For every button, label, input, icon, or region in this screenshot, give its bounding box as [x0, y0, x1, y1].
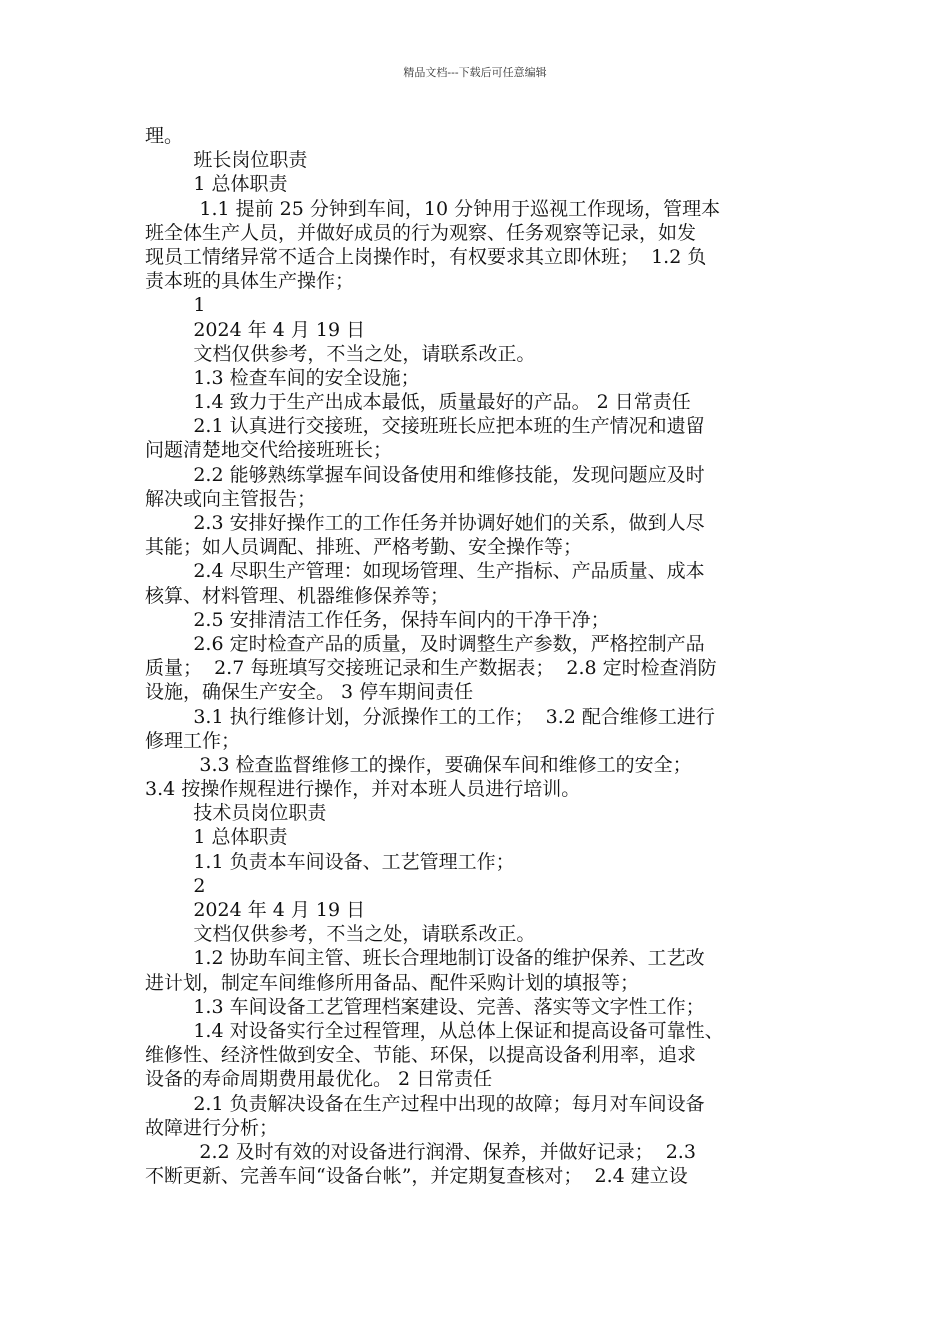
text-line: 问题清楚地交代给接班班长；	[145, 439, 393, 462]
text-line: 1.3 车间设备工艺管理档案建设、完善、落实等文字性工作；	[145, 995, 705, 1018]
text-line: 1 总体职责	[145, 826, 288, 849]
text-line: 1.4 致力于生产出成本最低，质量最好的产品。 2 日常责任	[145, 391, 691, 414]
text-line: 3.4 按操作规程进行操作，并对本班人员进行培训。	[145, 778, 581, 801]
text-line: 理。	[145, 125, 184, 147]
text-line: 设施，确保生产安全。 3 停车期间责任	[145, 681, 474, 704]
text-line: 核算、材料管理、机器维修保养等；	[145, 584, 450, 607]
text-line: 1	[145, 294, 206, 317]
page-header: 精品文档---下载后可任意编辑	[403, 66, 547, 79]
text-line: 故障进行分析；	[145, 1116, 279, 1139]
text-line: 2.1 认真进行交接班，交接班班长应把本班的生产情况和遗留	[145, 415, 705, 438]
text-line: 3.1 执行维修计划，分派操作工的工作； 3.2 配合维修工进行	[145, 705, 715, 728]
text-line: 1.4 对设备实行全过程管理，从总体上保证和提高设备可靠性、	[145, 1019, 724, 1042]
text-line: 文档仅供参考，不当之处，请联系改正。	[145, 342, 536, 365]
text-line: 其能；如人员调配、排班、严格考勤、安全操作等；	[145, 536, 583, 559]
text-line: 质量； 2.7 每班填写交接班记录和生产数据表； 2.8 定时检查消防	[145, 657, 717, 680]
text-line: 2.4 尽职生产管理：如现场管理、生产指标、产品质量、成本	[145, 560, 705, 583]
text-line: 责本班的具体生产操作；	[145, 270, 355, 293]
text-line: 解决或向主管报告；	[145, 487, 317, 510]
text-line: 2	[145, 874, 206, 897]
text-line: 文档仅供参考，不当之处，请联系改正。	[145, 923, 536, 946]
text-line: 2.2 及时有效的对设备进行润滑、保养，并做好记录； 2.3	[145, 1140, 696, 1163]
text-line: 设备的寿命周期费用最优化。 2 日常责任	[145, 1068, 493, 1091]
text-line: 现员工情绪异常不适合上岗操作时，有权要求其立即休班； 1.2 负	[145, 245, 707, 268]
document-body	[145, 124, 810, 1188]
text-line: 修理工作；	[145, 729, 241, 752]
text-line: 班长岗位职责	[145, 149, 308, 172]
text-line: 3.3 检查监督维修工的操作，要确保车间和维修工的安全；	[145, 753, 692, 776]
text-line: 1 总体职责	[145, 173, 288, 196]
text-line: 2.5 安排清洁工作任务，保持车间内的干净干净；	[145, 608, 610, 631]
text-line: 1.3 检查车间的安全设施；	[145, 366, 420, 389]
text-line: 2.3 安排好操作工的工作任务并协调好她们的关系，做到人尽	[145, 512, 705, 534]
text-line: 技术员岗位职责	[145, 802, 327, 825]
text-line: 不断更新、完善车间“设备台帐”，并定期复查核对； 2.4 建立设	[145, 1165, 688, 1188]
text-line: 2.6 定时检查产品的质量，及时调整生产参数，严格控制产品	[145, 632, 705, 655]
text-line: 1.1 提前 25 分钟到车间，10 分钟用于巡视工作现场，管理本	[145, 197, 721, 220]
text-line: 2.2 能够熟练掌握车间设备使用和维修技能，发现问题应及时	[145, 463, 705, 486]
text-line: 2.1 负责解决设备在生产过程中出现的故障；每月对车间设备	[145, 1092, 705, 1115]
text-line: 进计划，制定车间维修所用备品、配件采购计划的填报等；	[145, 971, 640, 994]
text-line: 2024 年 4 月 19 日	[145, 318, 366, 341]
text-line: 1.2 协助车间主管、班长合理地制订设备的维护保养、工艺改	[145, 947, 705, 970]
text-line: 维修性、经济性做到安全、节能、环保，以提高设备利用率，追求	[145, 1044, 697, 1067]
text-line: 班全体生产人员，并做好成员的行为观察、任务观察等记录，如发	[145, 221, 697, 244]
text-line: 1.1 负责本车间设备、工艺管理工作；	[145, 850, 515, 873]
text-line: 2024 年 4 月 19 日	[145, 899, 366, 921]
